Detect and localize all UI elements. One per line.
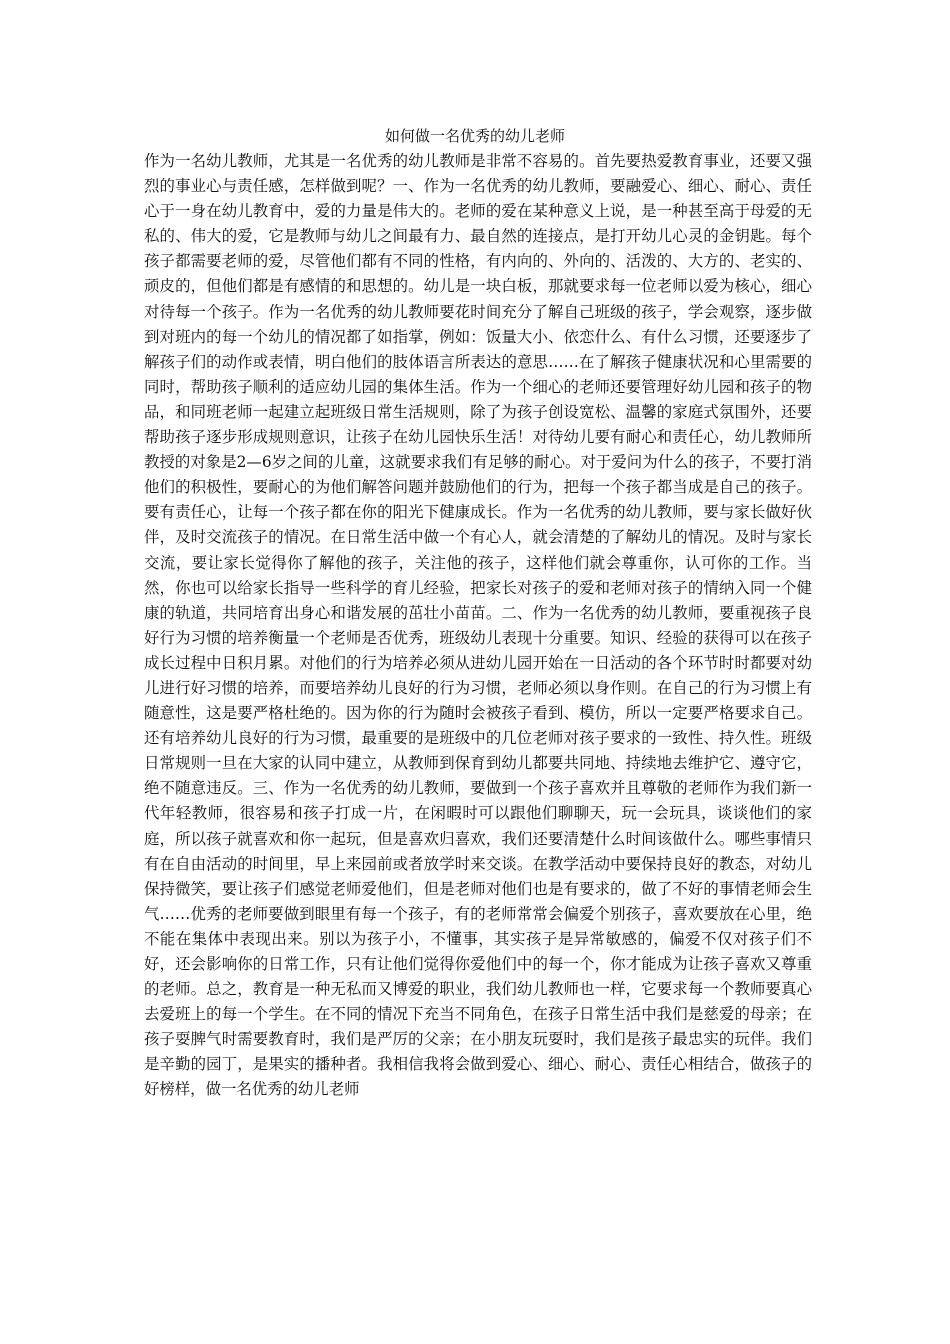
document-body-paragraph: 作为一名幼儿教师，尤其是一名优秀的幼儿教师是非常不容易的。首先要热爱教育事业，还要又强烈的事业心与责任感，怎样做到呢？一、作为一名优秀的幼儿教师，要融爱心、细心、耐心、责任心于一身在幼儿教育中，爱的力量是伟大的。老师的爱在某种意义上说，是一种甚至高于母爱的无私的、伟大的爱，它是教师与幼儿之间最有力、最自然的连接点，是打开幼儿心灵的金钥匙。每个孩子都需要老师的爱，尽管他们都有不同的性格，有内向的、外向的、活泼的、大方的、老实的、顽皮的，但他们都是有感情的和思想的。幼儿是一块白板，那就要求每一位老师以爱为核心，细心对待每一个孩子。作为一名优秀的幼儿教师要花时间充分了解自己班级的孩子，学会观察，逐步做到对班内的每一个幼儿的情况都了如指掌，例如：饭量大小、依恋什么、有什么习惯，还要逐步了解孩子们的动作或表情，明白他们的肢体语言所表达的意思……在了解孩子健康状况和心里需要的同时，帮助孩子顺利的适应幼儿园的集体生活。作为一个细心的老师还要管理好幼儿园和孩子的物品，和同班老师一起建立起班级日常生活规则，除了为孩子创设宽松、温馨的家庭式氛围外，还要帮助孩子逐步形成规则意识，让孩子在幼儿园快乐生活！对待幼儿要有耐心和责任心，幼儿教师所教授的对象是2—6岁之间的儿童，这就要求我们有足够的耐心。对于爱问为什么的孩子，不要打消他们的积极性，要耐心的为他们解答问题并鼓励他们的行为，把每一个孩子都当成是自己的孩子。要有责任心，让每一个孩子都在你的阳光下健康成长。作为一名优秀的幼儿教师，要与家长做好伙伴，及时交流孩子的情况。在日常生活中做一个有心人，就会清楚的了解幼儿的情况。及时与家长交流，要让家长觉得你了解他的孩子，关注他的孩子，这样他们就会尊重你，认可你的工作。当然，你也可以给家长指导一些科学的育儿经验，把家长对孩子的爱和老师对孩子的情纳入同一个健康的轨道，共同培育出身心和谐发展的茁壮小苗苗。二、作为一名优秀的幼儿教师，要重视孩子良好行为习惯的培养衡量一个老师是否优秀，班级幼儿表现十分重要。知识、经验的获得可以在孩子成长过程中日积月累。对他们的行为培养必须从进幼儿园开始在一日活动的各个环节时时都要对幼儿进行好习惯的培养，而要培养幼儿良好的行为习惯，老师必须以身作则。在自己的行为习惯上有随意性，这是要严格杜绝的。因为你的行为随时会被孩子看到、模仿，所以一定要严格要求自己。还有培养幼儿良好的行为习惯，最重要的是班级中的几位老师对孩子要求的一致性、持久性。班级日常规则一旦在大家的认同中建立，从教师到保育到幼儿都要共同地、持续地去维护它、遵守它，绝不随意违反。三、作为一名优秀的幼儿教师，要做到一个孩子喜欢并且尊敬的老师作为我们新一代年轻教师，很容易和孩子打成一片，在闲暇时可以跟他们聊聊天，玩一会玩具，谈谈他们的家庭，所以孩子就喜欢和你一起玩，但是喜欢归喜欢，我们还要清楚什么时间该做什么。哪些事情只有在自由活动的时间里，早上来园前或者放学时来交谈。在教学活动中要保持良好的教态，对幼儿保持微笑，要让孩子们感觉老师爱他们，但是老师对他们也是有要求的，做了不好的事情老师会生气……优秀的老师要做到眼里有每一个孩子，有的老师常常会偏爱个别孩子，喜欢要放在心里，绝不能在集体中表现出来。别以为孩子小，不懂事，其实孩子是异常敏感的，偏爱不仅对孩子们不好，还会影响你的日常工作，只有让他们觉得你爱他们中的每一个，你才能成为让孩子喜欢又尊重的老师。总之，教育是一种无私而又博爱的职业，我们幼儿教师也一样，它要求每一个教师要真心去爱班上的每一个学生。在不同的情况下充当不同角色，在孩子日常生活中我们是慈爱的母亲；在孩子耍脾气时需要教育时，我们是严厉的父亲；在小朋友玩耍时，我们是孩子最忠实的玩伴。我们是辛勤的园丁，是果实的播种者。我相信我将会做到爱心、细心、耐心、责任心相结合，做孩子的好榜样，做一名优秀的幼儿老师 — [144, 152, 812, 1099]
document-title: 如何做一名优秀的幼儿老师 — [384, 127, 565, 145]
